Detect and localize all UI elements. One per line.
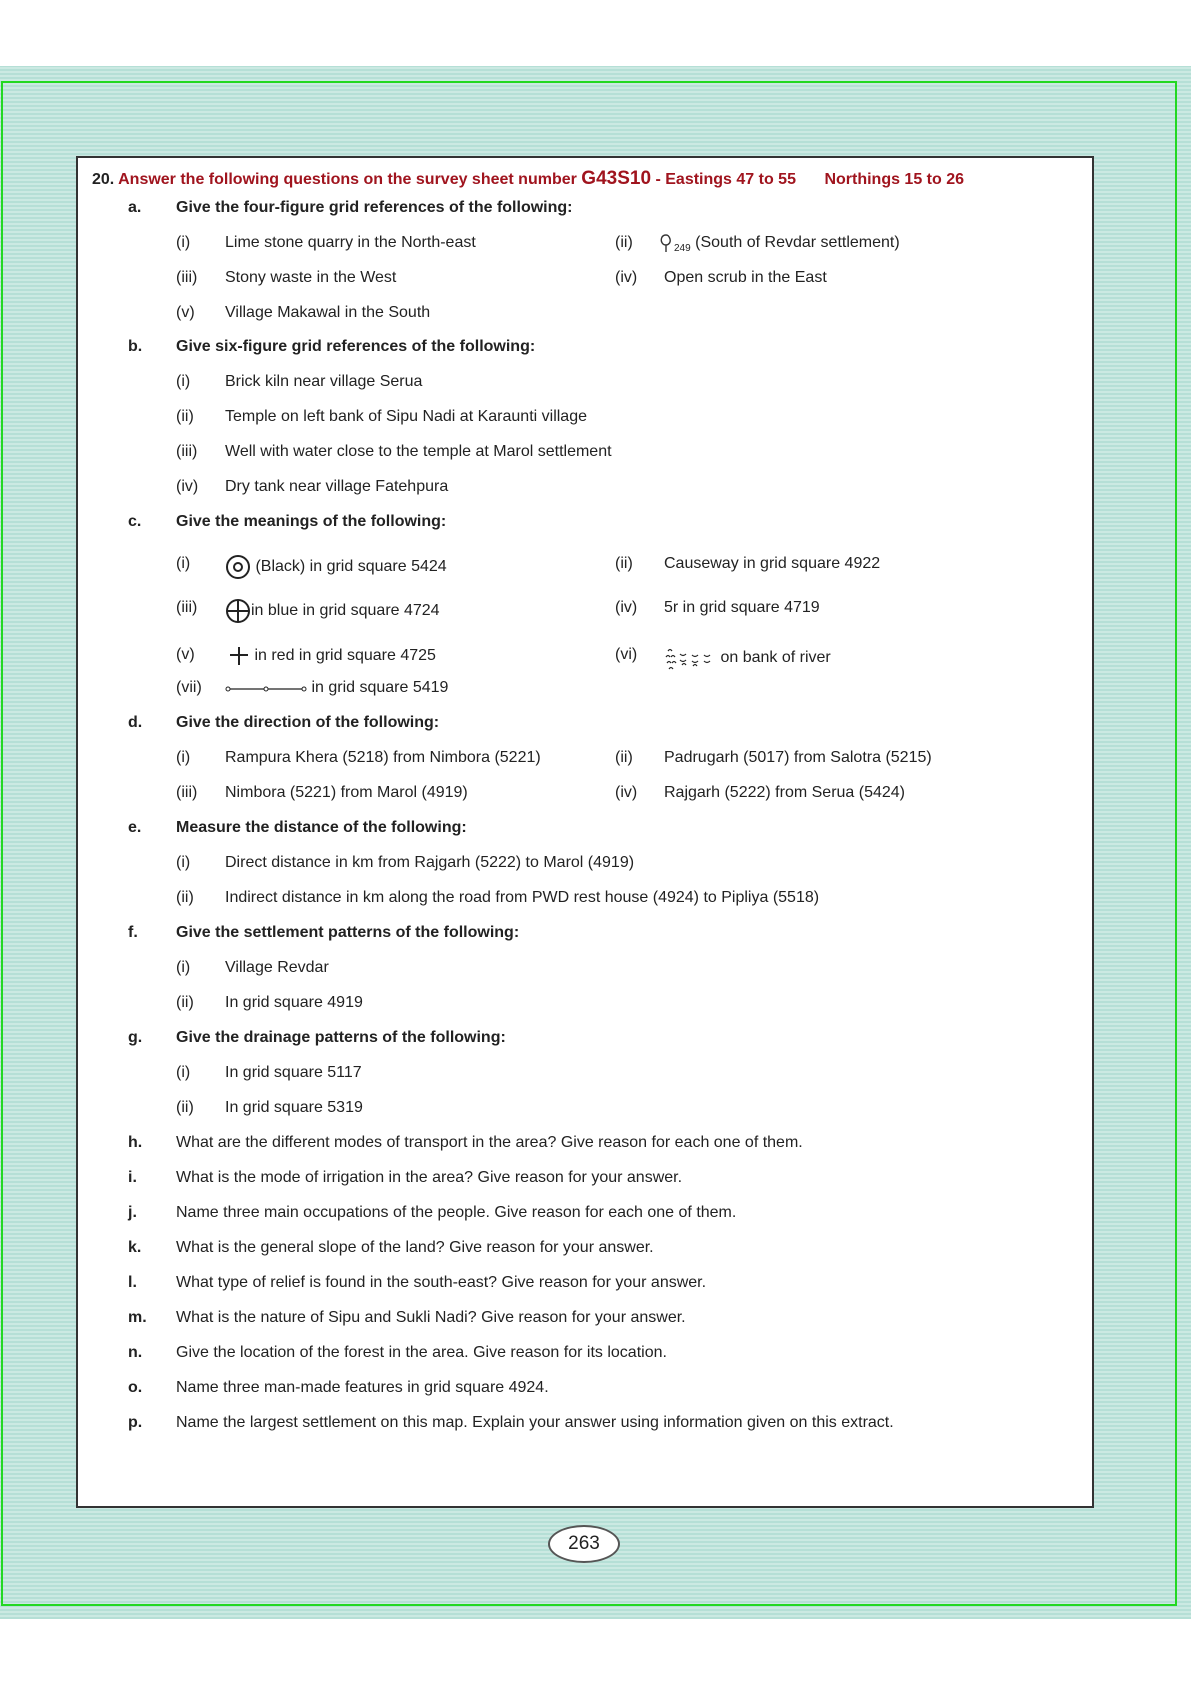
question-card: 20. Answer the following questions on the survey sheet number G43S10 - Eastings 47 to 55 Northings 15 to 26 a. Give the four-figure grid references of the following: (i) Lime stone quarry in the North-east (ii) $_{249}$ (South of Revdar settlement) (iii) Stony waste in the West (iv) Open scrub in the East (v) Village Makawal in the South b. Give six-figure grid references of the following: (i) Brick kiln near village Serua (ii) Temple on left bank of Sipu Nadi at Karaunti village (iii) Well with water close to the temple at Marol settlement (iv) Dry tank near village Fatehpura c. Give the meanings of the following: (i) (Black) in grid square 5424 (ii) Causeway in grid square 4922 (iii) in blue in grid square 4724 (iv) 5r in grid square 4719 (v) in red in grid square 4725 (vi) on bank of river (vii) in grid square 5419 d. Give the direction of the following: (i) Rampura Khera (5218) from Nimbora (5221) (ii) Padrugarh (5017) from Salotra (5215) (iii) Nimbora (5221) from Marol (4919) (iv) Rajgarh (5222) from Serua (5424) e. Measure the distance of the following: (i) Direct distance in km from Rajgarh (5222) to Marol (4919) (ii) Indirect distance in km along the road from PWD rest house (4924) to Pipliya (5518) f. Give the settlement patterns of the following: (i) Village Revdar (ii) In grid square 4919 g. Give the drainage patterns of the following: (i) In grid square 5117 (ii) In grid square 5319 h. What are the different modes of transport in the area? Give reason for each one of them. i. What is the mode of irrigation in the area? Give reason for your answer. j. Name three main occupations of the people. Give reason for each one of them. k. What is the general slope of the land? Give reason for your answer. l. What type of relief is found in the south-east? Give reason for your answer. m. What is the nature of Sipu and Sukli Nadi? Give reason for your answer. n. Give the location of the forest in the area. Give reason for its location. o. Name three man-made features in grid square 4924. p. Name the largest settlement on this map. Explain your answer using information given on this extract. — [76, 156, 1094, 1508]
question-prefix: Answer the following questions on the survey sheet number — [118, 171, 577, 188]
circle-cross-icon — [225, 598, 251, 624]
eastings: - Eastings 47 to 55 — [655, 171, 796, 188]
grass-icon — [664, 645, 716, 671]
path-line-icon — [225, 683, 307, 693]
tree-icon — [658, 233, 674, 253]
plus-icon — [228, 645, 250, 667]
sheet-number: G43S10 — [581, 168, 652, 189]
hut-ring-icon — [225, 554, 251, 580]
question-heading — [92, 168, 964, 190]
question-number: 20. — [92, 171, 115, 188]
page-number: 263 — [548, 1525, 620, 1563]
northings: Northings 15 to 26 — [824, 171, 965, 188]
